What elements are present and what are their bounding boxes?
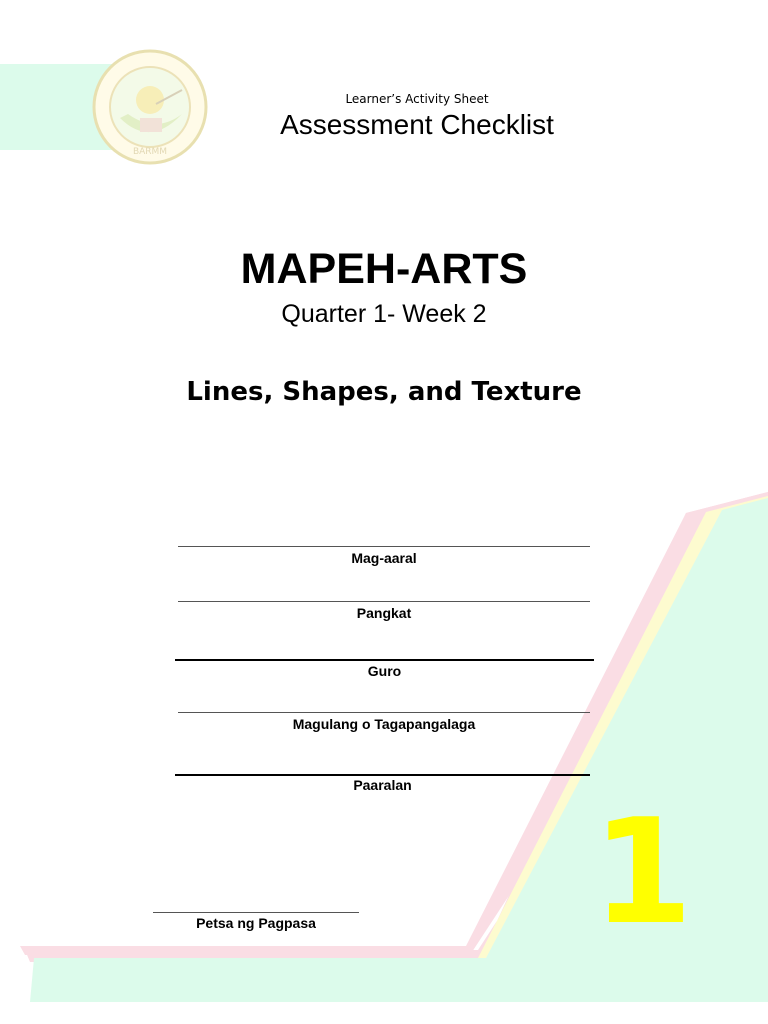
subject-title: MAPEH-ARTS [240,245,528,293]
ministry-seal-logo [86,48,214,166]
field-label-section: Pangkat [356,605,412,621]
sheet-label: Learner’s Activity Sheet [345,92,489,106]
school-line[interactable] [175,774,590,776]
page-title: Assessment Checklist [280,109,554,140]
seal-region-text: BARMM [132,147,168,157]
quarter-week: Quarter 1- Week 2 [281,300,487,328]
field-label-submission-date: Petsa ng Pagpasa [196,915,316,931]
field-label-school: Paaralan [353,777,412,793]
field-label-guardian: Magulang o Tagapangalaga [292,716,476,732]
teacher-line[interactable] [175,659,594,661]
section-line[interactable] [178,601,590,602]
lesson-topic: Lines, Shapes, and Texture [186,377,582,407]
field-label-student: Mag-aaral [351,550,417,566]
submission-date-line[interactable] [153,912,359,913]
field-label-teacher: Guro [367,663,402,679]
quarter-number: 1 [592,788,693,957]
student-name-line[interactable] [178,546,590,547]
guardian-line[interactable] [178,712,590,713]
